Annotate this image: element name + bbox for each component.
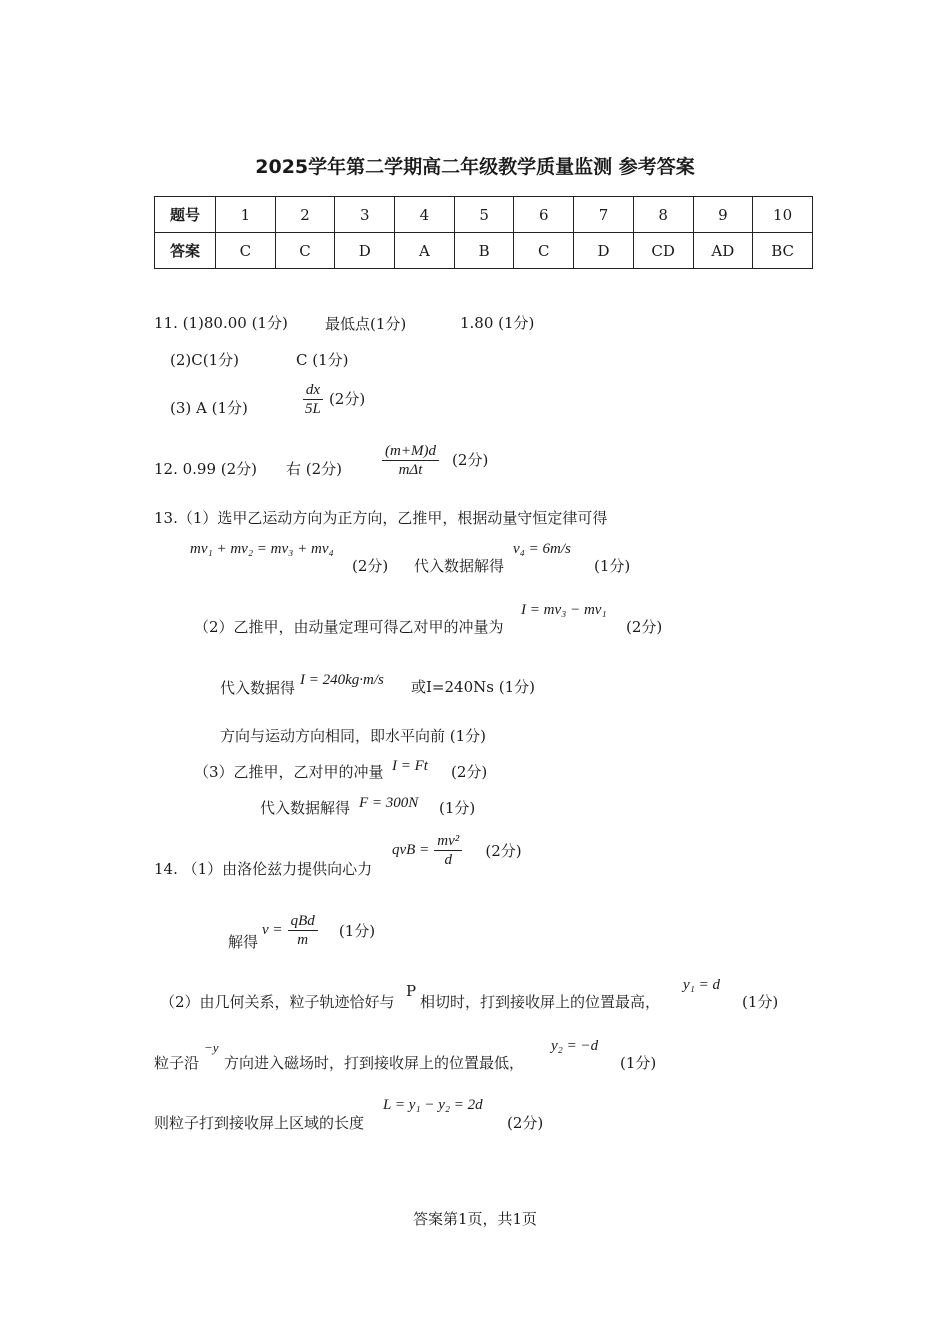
q14-equation2 <box>262 912 375 949</box>
answer-cell: B <box>454 233 514 269</box>
q13-line4-text: 代入数据得 <box>220 679 296 697</box>
point-p-label: P <box>406 982 417 1000</box>
fraction-numerator: (m+M)d <box>382 442 439 461</box>
question-number-cell: 5 <box>454 197 514 233</box>
answer-cell: C <box>275 233 335 269</box>
table-row <box>155 197 813 233</box>
q14-line1-text: 14. （1）由洛伦兹力提供向心力 <box>154 860 373 878</box>
score: (2分) <box>485 842 522 860</box>
q13-line5: 方向与运动方向相同，即水平向前 (1分) <box>220 727 487 745</box>
score: (1分) <box>742 993 779 1011</box>
answer-cell: D <box>574 233 634 269</box>
answer-cell: C <box>514 233 574 269</box>
q14-equation3: y₁ = d <box>683 977 720 993</box>
score: (2分) <box>507 1114 544 1132</box>
page-footer: 答案第1页，共1页 <box>412 1210 538 1228</box>
q13-line2-text: 代入数据解得 <box>414 557 505 575</box>
fraction-numerator: mv² <box>434 832 462 851</box>
q14-equation5: L = y₁ − y₂ = 2d <box>383 1097 483 1113</box>
q13-line1: 13.（1）选甲乙运动方向为正方向，乙推甲，根据动量守恒定律可得 <box>154 509 608 527</box>
q13-equation2: v₄ = 6m/s <box>513 541 571 557</box>
score: (1分) <box>439 799 476 817</box>
q14-line3-text1: （2）由几何关系，粒子轨迹恰好与 <box>160 993 395 1011</box>
score: (1分) <box>338 922 376 940</box>
score: (2分) <box>328 390 366 408</box>
score: (1分) <box>620 1054 657 1072</box>
q14-line4-text1: 粒子沿 <box>154 1054 200 1072</box>
equation-left: qvB = <box>392 842 430 858</box>
q13-equation3: I = mv₃ − mv₁ <box>521 602 607 618</box>
q13-equation6: I = Ft <box>392 758 428 774</box>
q11-value-180: 1.80 (1分) <box>460 314 535 332</box>
q13-equation4-alt: 或I=240Ns (1分) <box>411 678 535 696</box>
q13-line6-text: （3）乙推甲，乙对甲的冲量 <box>194 763 384 781</box>
question-number-cell: 7 <box>574 197 634 233</box>
q11-part1: 11. (1)80.00 (1分) <box>154 314 288 332</box>
fraction-numerator: dx <box>303 381 323 400</box>
table-header-cell: 答案 <box>155 233 216 269</box>
q14-line2-text: 解得 <box>228 933 259 951</box>
answer-table <box>154 196 813 269</box>
score: (2分) <box>626 618 663 636</box>
q11-part3: (3) A (1分) <box>170 399 248 417</box>
q13-line7-text: 代入数据解得 <box>260 799 351 817</box>
fraction-denominator: mΔt <box>398 462 423 478</box>
score: (2分) <box>452 451 489 469</box>
q14-line5-text: 则粒子打到接收屏上区域的长度 <box>154 1114 365 1132</box>
question-number-cell: 1 <box>216 197 276 233</box>
q13-equation7: F = 300N <box>359 795 419 811</box>
score: (2分) <box>451 763 488 781</box>
table-header-cell: 题号 <box>155 197 216 233</box>
fraction-denominator: 5L <box>305 401 321 417</box>
question-number-cell: 4 <box>395 197 455 233</box>
question-number-cell: 3 <box>335 197 395 233</box>
question-number-cell: 6 <box>514 197 574 233</box>
q14-line4-text2: 方向进入磁场时，打到接收屏上的位置最低， <box>224 1054 525 1072</box>
score: (1分) <box>594 557 631 575</box>
q12-part2: 右 (2分) <box>286 460 343 478</box>
answer-cell: AD <box>693 233 753 269</box>
q11-fraction <box>302 381 365 418</box>
equation-left: v = <box>262 922 283 938</box>
q12-fraction <box>382 442 488 479</box>
answer-cell: C <box>216 233 276 269</box>
question-number-cell: 9 <box>693 197 753 233</box>
question-number-cell: 8 <box>633 197 693 233</box>
table-row <box>155 233 813 269</box>
q14-equation4: y₂ = −d <box>551 1038 599 1054</box>
fraction-denominator: d <box>444 852 453 868</box>
answer-cell: D <box>335 233 395 269</box>
q11-part2: (2)C(1分) <box>170 351 239 369</box>
q11-lowest-point: 最低点(1分) <box>325 315 407 333</box>
fraction-numerator: qBd <box>288 912 318 931</box>
direction-label: −y <box>204 1040 219 1055</box>
score: (2分) <box>352 557 389 575</box>
q13-line3-text: （2）乙推甲，由动量定理可得乙对甲的冲量为 <box>194 618 504 636</box>
fraction-denominator: m <box>297 932 309 948</box>
answer-cell: CD <box>633 233 693 269</box>
q14-equation1 <box>392 832 522 869</box>
page-title: 2025学年第二学期高二年级教学质量监测 参考答案 <box>255 156 695 178</box>
q14-line3-text2: 相切时，打到接收屏上的位置最高， <box>420 993 661 1011</box>
q11-part2-second: C (1分) <box>296 351 349 369</box>
q12-part1: 12. 0.99 (2分) <box>154 460 258 478</box>
question-number-cell: 2 <box>275 197 335 233</box>
question-number-cell: 10 <box>753 197 813 233</box>
answer-cell: BC <box>753 233 813 269</box>
q13-equation4: I = 240kg·m/s <box>300 672 384 688</box>
q13-equation1: mv₁ + mv₂ = mv₃ + mv₄ <box>190 541 334 557</box>
answer-cell: A <box>395 233 455 269</box>
